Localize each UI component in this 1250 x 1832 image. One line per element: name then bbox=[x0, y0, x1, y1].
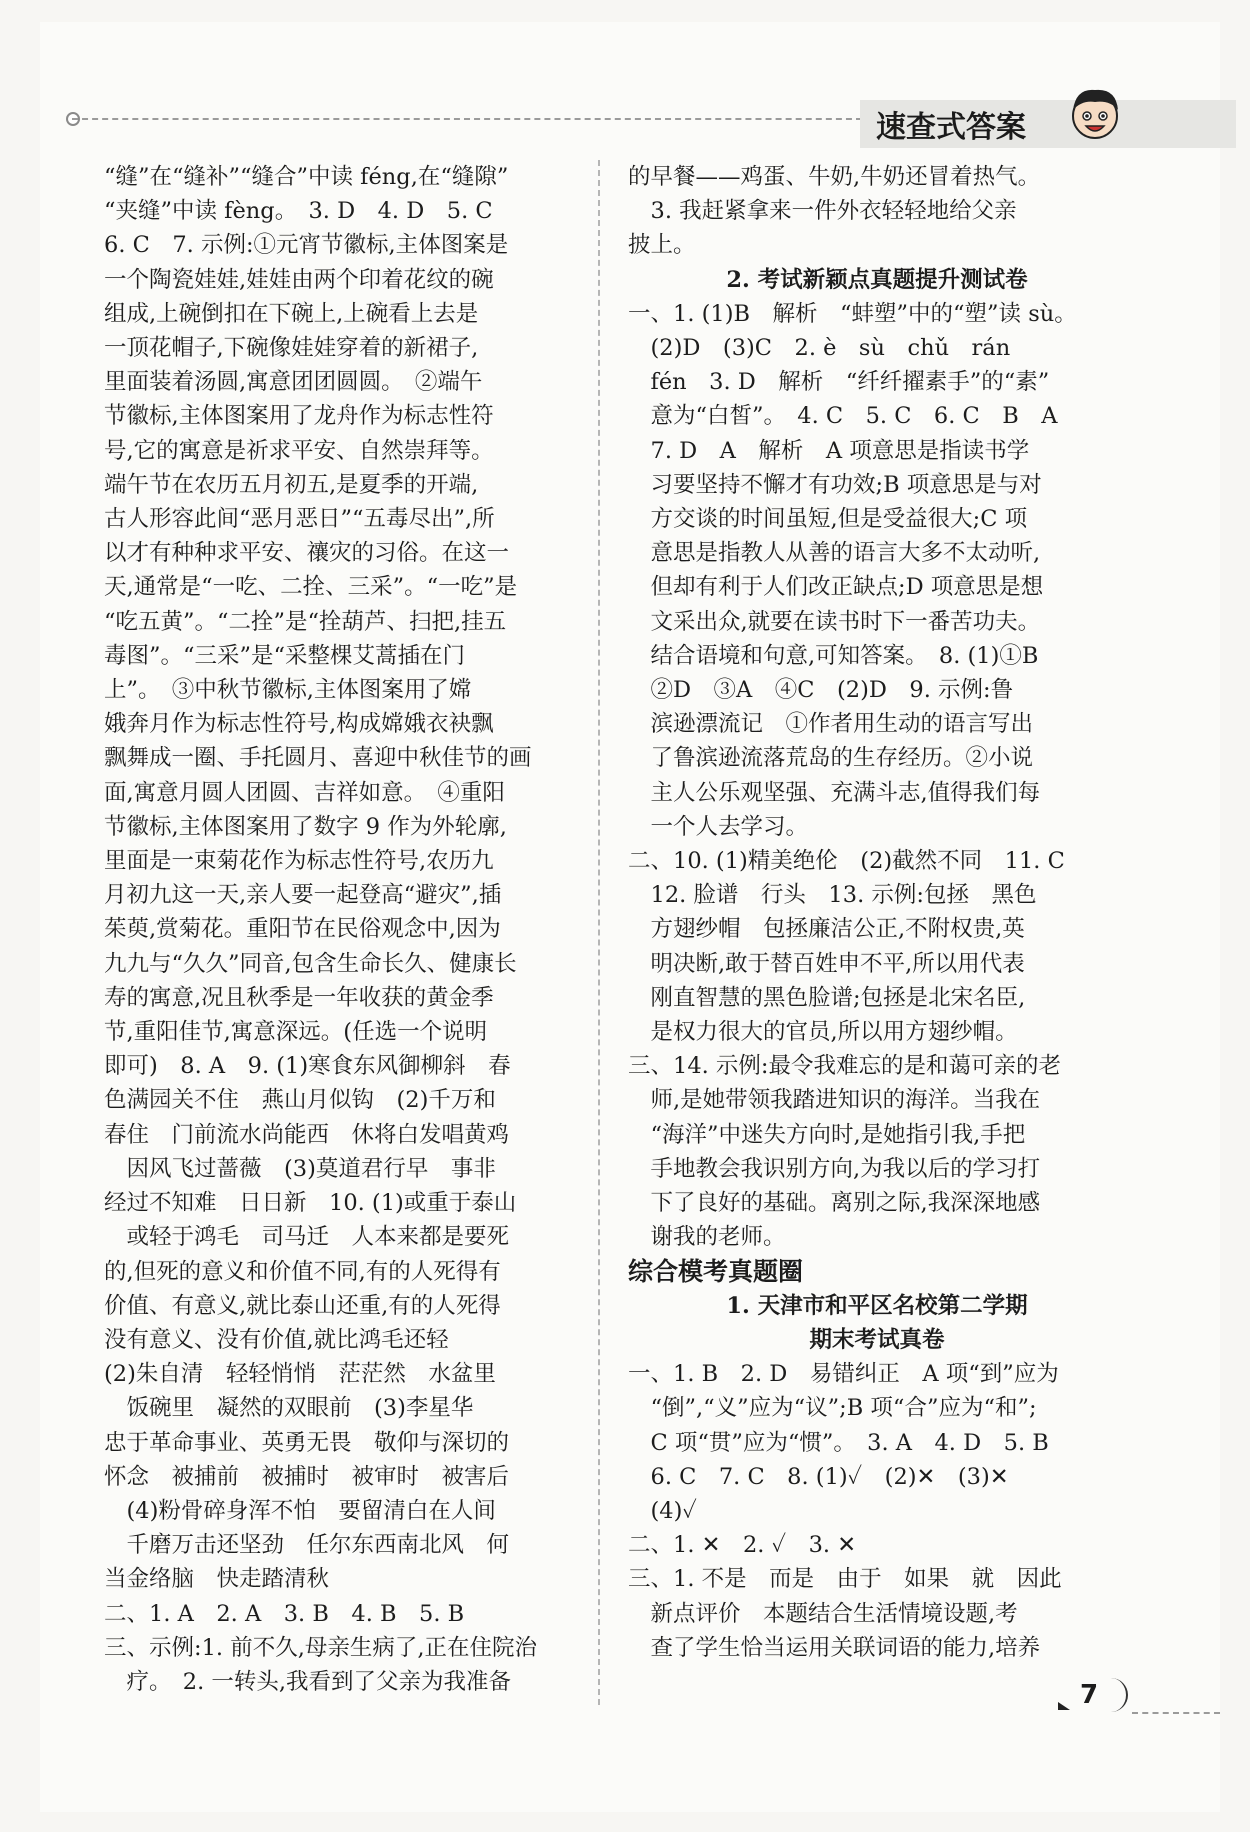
text-line: 当金络脑 快走踏清秋 bbox=[104, 1566, 330, 1593]
text-line: “夹缝”中读 fèng。 3. D 4. D 5. C bbox=[104, 198, 493, 225]
text-line: fén 3. D 解析 “纤纤擢素手”的“素” bbox=[628, 369, 1050, 396]
text-line: 一、1. (1)B 解析 “蚌塑”中的“塑”读 sù。 bbox=[628, 300, 1077, 327]
text-line: 刚直智慧的黑色脸谱;包拯是北宋名臣, bbox=[628, 984, 1026, 1011]
text-line: “倒”,“义”应为“议”;B 项“合”应为“和”; bbox=[628, 1395, 1037, 1422]
text-line: 但却有利于人们改正缺点;D 项意思是想 bbox=[628, 574, 1044, 601]
text-line: 了鲁滨逊流落荒岛的生存经历。②小说 bbox=[628, 745, 1034, 772]
text-line: 三、1. 不是 而是 由于 如果 就 因此 bbox=[628, 1566, 1062, 1593]
text-line: 方交谈的时间虽短,但是受益很大;C 项 bbox=[628, 506, 1028, 533]
text-line: 春住 门前流水尚能西 休将白发唱黄鸡 bbox=[104, 1121, 510, 1148]
text-line: 千磨万击还坚劲 任尔东西南北风 何 bbox=[104, 1532, 510, 1559]
text-line: 色满园关不住 燕山月似钩 (2)千万和 bbox=[104, 1087, 496, 1114]
text-line: 披上。 bbox=[628, 232, 696, 259]
text-line: 谢我的老师。 bbox=[628, 1224, 786, 1251]
text-line: 滨逊漂流记 ①作者用生动的语言写出 bbox=[628, 711, 1034, 738]
text-line: 意为“白皙”。 4. C 5. C 6. C B A bbox=[628, 403, 1058, 430]
text-line: 节徽标,主体图案用了数字 9 作为外轮廓, bbox=[104, 813, 507, 840]
text-line: 主人公乐观坚强、充满斗志,值得我们每 bbox=[628, 779, 1041, 806]
text-line: 结合语境和句意,可知答案。 8. (1)①B bbox=[628, 642, 1039, 669]
text-line: 节,重阳佳节,寓意深远。(任选一个说明 bbox=[104, 1019, 488, 1046]
text-line: 怀念 被捕前 被捕时 被审时 被害后 bbox=[104, 1463, 510, 1490]
text-line: (4)✓ bbox=[628, 1497, 697, 1524]
text-line: 月初九这一天,亲人要一起登高“避灾”,插 bbox=[104, 882, 502, 909]
text-line: 三、14. 示例:最令我难忘的是和蔼可亲的老 bbox=[628, 1053, 1062, 1080]
text-line: 二、1. ✕ 2. ✓ 3. ✕ bbox=[628, 1532, 857, 1559]
cartoon-boy-icon bbox=[1060, 78, 1130, 148]
text-line: 节徽标,主体图案用了龙舟作为标志性符 bbox=[104, 403, 494, 430]
text-line: 一顶花帽子,下碗像娃娃穿着的新裙子, bbox=[104, 335, 479, 362]
text-line: 天,通常是“一吃、二拴、三采”。“一吃”是 bbox=[104, 574, 518, 601]
text-line: 意思是指教人从善的语言大多不太动听, bbox=[628, 540, 1041, 567]
footer-rule bbox=[1132, 1712, 1220, 1714]
text-line: “吃五黄”。“二拴”是“拴葫芦、扫把,挂五 bbox=[104, 608, 507, 635]
text-line: 里面是一束菊花作为标志性符号,农历九 bbox=[104, 848, 494, 875]
column-divider bbox=[598, 160, 600, 1705]
exam-title-line1: 1. 天津市和平区名校第二学期 bbox=[726, 1292, 1028, 1319]
text-line: 二、1. A 2. A 3. B 4. B 5. B bbox=[104, 1600, 465, 1627]
section-title: 综合模考真题圈 bbox=[628, 1256, 804, 1286]
text-line: 方翅纱帽 包拯廉洁公正,不附权贵,英 bbox=[628, 916, 1025, 943]
text-line: 手地教会我识别方向,为我以后的学习打 bbox=[628, 1155, 1041, 1182]
text-line: 即可) 8. A 9. (1)寒食东风御柳斜 春 bbox=[104, 1053, 511, 1080]
text-line: 三、示例:1. 前不久,母亲生病了,正在住院治 bbox=[104, 1634, 538, 1661]
left-column bbox=[104, 160, 574, 1699]
text-line: 号,它的寓意是祈求平安、自然崇拜等。 bbox=[104, 437, 494, 464]
text-line: 娥奔月作为标志性符号,构成嫦娥衣袂飘 bbox=[104, 711, 494, 738]
text-line: 没有意义、没有价值,就比鸿毛还轻 bbox=[104, 1326, 449, 1353]
text-line: 毒图”。“三采”是“采整棵艾蒿插在门 bbox=[104, 642, 466, 669]
text-line: 查了学生恰当运用关联词语的能力,培养 bbox=[628, 1634, 1041, 1661]
text-line: 组成,上碗倒扣在下碗上,上碗看上去是 bbox=[104, 300, 479, 327]
text-line: 习要坚持不懈才有功效;B 项意思是与对 bbox=[628, 471, 1042, 498]
text-line: “缝”在“缝补”“缝合”中读 féng,在“缝隙” bbox=[104, 164, 509, 190]
text-line: 因风飞过蔷薇 (3)莫道君行早 事非 bbox=[104, 1155, 496, 1182]
test2-title: 2. 考试新颖点真题提升测试卷 bbox=[726, 266, 1028, 293]
text-line: 或轻于鸿毛 司马迁 人本来都是要死 bbox=[104, 1224, 510, 1251]
text-line: C 项“贯”应为“惯”。 3. A 4. D 5. B bbox=[628, 1429, 1049, 1456]
text-line: 文采出众,就要在读书时下一番苦功夫。 bbox=[628, 608, 1041, 635]
header-rule bbox=[72, 118, 862, 120]
text-line: 九九与“久久”同音,包含生命长久、健康长 bbox=[104, 950, 517, 977]
text-line: 饭碗里 凝然的双眼前 (3)李星华 bbox=[104, 1395, 474, 1422]
text-line: 面,寓意月圆人团圆、吉祥如意。 ④重阳 bbox=[104, 779, 505, 806]
text-line: 里面装着汤圆,寓意团团圆圆。 ②端午 bbox=[104, 369, 483, 396]
text-line: 茱萸,赏菊花。重阳节在民俗观念中,因为 bbox=[104, 916, 501, 943]
text-line: 是权力很大的官员,所以用方翅纱帽。 bbox=[628, 1019, 1018, 1046]
text-line: 3. 我赶紧拿来一件外衣轻轻地给父亲 bbox=[628, 198, 1017, 225]
text-line: 一个人去学习。 bbox=[628, 813, 809, 840]
exam-title-line2: 期末考试真卷 bbox=[809, 1326, 945, 1353]
page-number: 7 bbox=[1080, 1680, 1099, 1710]
text-line: 忠于革命事业、英勇无畏 敬仰与深切的 bbox=[104, 1429, 510, 1456]
text-line: (2)朱自清 轻轻悄悄 茫茫然 水盆里 bbox=[104, 1361, 496, 1388]
text-line: 一个陶瓷娃娃,娃娃由两个印着花纹的碗 bbox=[104, 266, 494, 293]
text-line: 12. 脸谱 行头 13. 示例:包拯 黑色 bbox=[628, 882, 1037, 909]
text-line: 明决断,敢于替百姓申不平,所以用代表 bbox=[628, 950, 1025, 977]
text-line: 下了良好的基础。离别之际,我深深地感 bbox=[628, 1190, 1041, 1217]
text-line: ②D ③A ④C (2)D 9. 示例:鲁 bbox=[628, 677, 1014, 704]
text-line: 新点评价 本题结合生活情境设题,考 bbox=[628, 1600, 1018, 1627]
text-line: 6. C 7. C 8. (1)✓ (2)✕ (3)✕ bbox=[628, 1463, 1009, 1490]
text-line: (4)粉骨碎身浑不怕 要留清白在人间 bbox=[104, 1497, 496, 1524]
text-line: 二、10. (1)精美绝伦 (2)截然不同 11. C bbox=[628, 848, 1065, 875]
right-column bbox=[628, 160, 1126, 1665]
text-line: 古人形容此间“恶月恶日”“五毒尽出”,所 bbox=[104, 506, 495, 533]
text-line: 价值、有意义,就比泰山还重,有的人死得 bbox=[104, 1292, 501, 1319]
text-line: (2)D (3)C 2. è sù chǔ rán bbox=[628, 335, 1011, 362]
text-line: 飘舞成一圈、手托圆月、喜迎中秋佳节的画 bbox=[104, 745, 532, 772]
header-title: 速查式答案 bbox=[860, 100, 1236, 148]
text-line: 7. D A 解析 A 项意思是指读书学 bbox=[628, 437, 1030, 464]
text-line: 师,是她带领我踏进知识的海洋。当我在 bbox=[628, 1087, 1041, 1114]
text-line: 经过不知难 日日新 10. (1)或重于泰山 bbox=[104, 1190, 517, 1217]
text-line: 的早餐——鸡蛋、牛奶,牛奶还冒着热气。 bbox=[628, 164, 1041, 190]
text-line: 疗。 2. 一转头,我看到了父亲为我准备 bbox=[104, 1668, 512, 1695]
text-line: 寿的寓意,况且秋季是一年收获的黄金季 bbox=[104, 984, 494, 1011]
text-line: 的,但死的意义和价值不同,有的人死得有 bbox=[104, 1258, 501, 1285]
text-line: “海洋”中迷失方向时,是她指引我,手把 bbox=[628, 1121, 1026, 1148]
text-line: 6. C 7. 示例:①元宵节徽标,主体图案是 bbox=[104, 232, 509, 259]
text-line: 上”。 ③中秋节徽标,主体图案用了嫦 bbox=[104, 677, 472, 704]
text-line: 以才有种种求平安、禳灾的习俗。在这一 bbox=[104, 540, 510, 567]
text-line: 端午节在农历五月初五,是夏季的开端, bbox=[104, 471, 479, 498]
text-line: 一、1. B 2. D 易错纠正 A 项“到”应为 bbox=[628, 1361, 1059, 1388]
footer-mark bbox=[1058, 1702, 1070, 1710]
